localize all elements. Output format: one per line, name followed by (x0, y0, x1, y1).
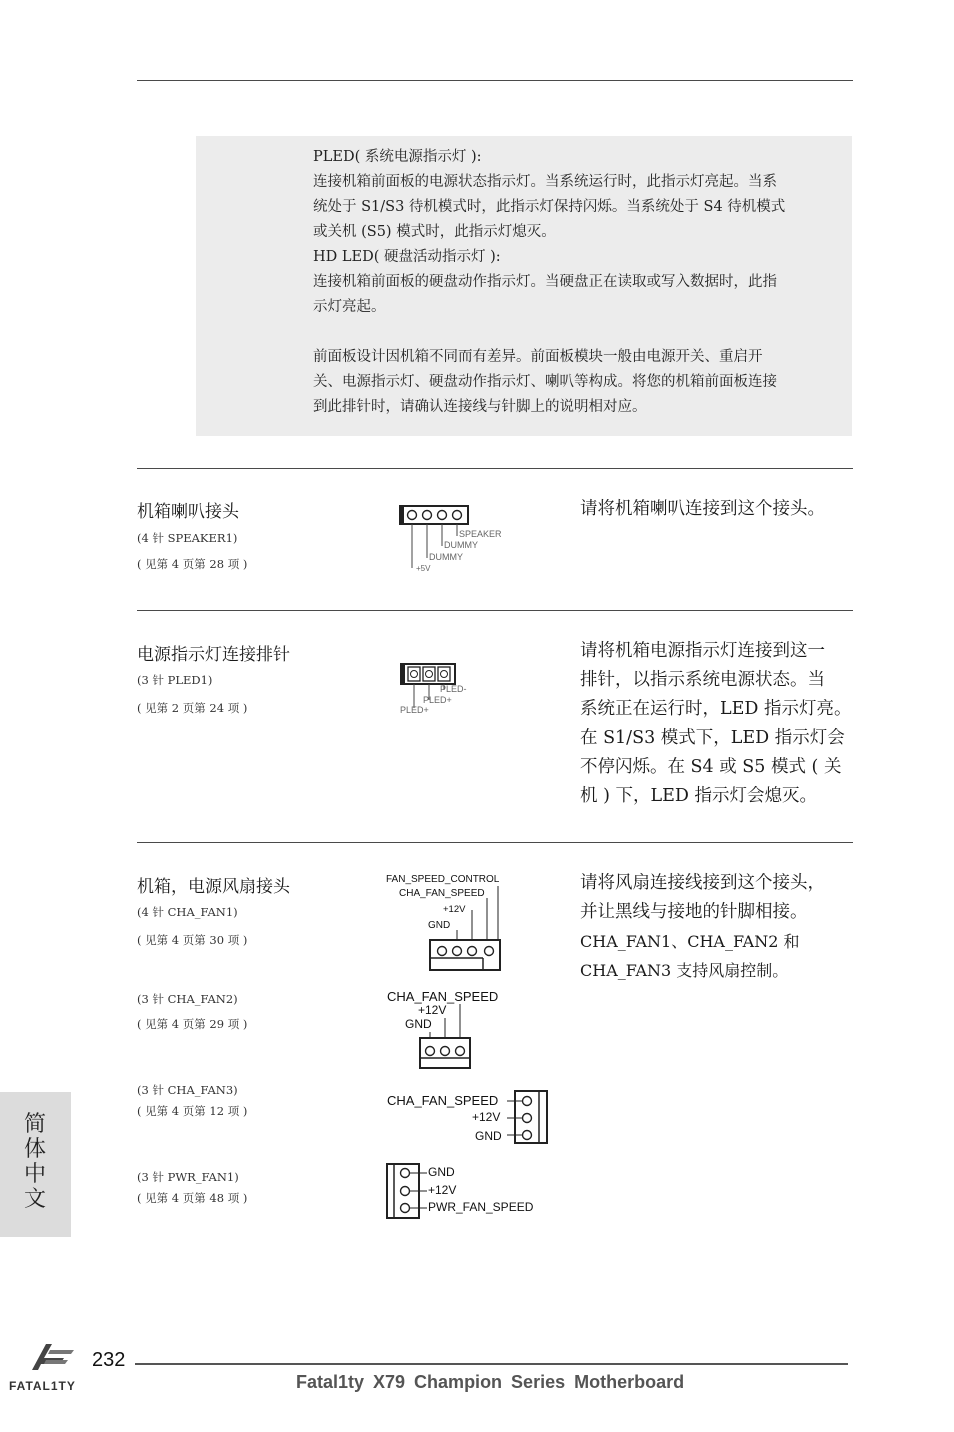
pled-title: 电源指示灯连接排针 (137, 645, 290, 665)
speaker-ref: ( 见第 4 页第 28 项 ) (137, 557, 248, 571)
pled-desc-line: 系统正在运行时，LED 指示灯亮。 (580, 699, 852, 719)
pled-desc-line: 排针，以指示系统电源状态。当 (580, 670, 825, 690)
speaker-label-speaker: SPEAKER (459, 529, 502, 539)
pwr-fan1-header-diagram (383, 1161, 433, 1221)
pled-desc-line: 在 S1/S3 模式下，LED 指示灯会 (580, 728, 845, 748)
fan2-label-12v: +12V (418, 1003, 447, 1017)
section-rule (137, 468, 853, 469)
speaker-label-dummy1: DUMMY (444, 540, 478, 550)
fan3-label-gnd: GND (475, 1129, 502, 1143)
fatal1ty-logo-icon (24, 1340, 80, 1378)
cha-fan1-header-diagram (425, 880, 505, 975)
pwr-label-gnd: GND (428, 1165, 455, 1179)
note-line: 到此排针时，请确认连接线与针脚上的说明相对应。 (313, 399, 647, 415)
footer-title: Fatal1ty X79 Champion Series Motherboard (296, 1372, 685, 1392)
cha-fan2-header-diagram (415, 1000, 475, 1072)
cha-fan2-ref: ( 见第 4 页第 29 项 ) (137, 1017, 248, 1031)
cha-fan3-ref: ( 见第 4 页第 12 项 ) (137, 1104, 248, 1118)
pwr-label-speed: PWR_FAN_SPEED (428, 1200, 534, 1214)
page-number: 232 (92, 1349, 126, 1371)
fan-desc-line: 并让黑线与接地的针脚相接。 (580, 902, 808, 922)
speaker-desc: 请将机箱喇叭连接到这个接头。 (580, 499, 825, 519)
section-rule (137, 610, 853, 611)
fan1-label-speed: CHA_FAN_SPEED (399, 888, 485, 899)
note-line: PLED( 系统电源指示灯 ): (313, 149, 482, 165)
pwr-label-12v: +12V (428, 1183, 457, 1197)
note-line: 示灯亮起。 (313, 299, 386, 315)
pled-label-minus: PLED- (440, 684, 467, 694)
fan2-label-gnd: GND (405, 1017, 432, 1031)
fan-desc-line: CHA_FAN3 支持风扇控制。 (580, 961, 789, 980)
footer-rule (135, 1363, 848, 1365)
note-gap (313, 320, 858, 345)
fan3-label-speed: CHA_FAN_SPEED (387, 1093, 499, 1108)
cha-fan3-pins: (3 针 CHA_FAN3) (137, 1083, 238, 1097)
note-line: 连接机箱前面板的硬盘动作指示灯。当硬盘正在读取或写入数据时，此指 (313, 274, 777, 290)
speaker-label-5v: +5V (416, 564, 431, 573)
pwr-fan1-pins: (3 针 PWR_FAN1) (137, 1170, 239, 1184)
cha-fan3-header-diagram (505, 1088, 555, 1148)
pled-desc-line: 不停闪烁。在 S4 或 S5 模式 ( 关 (580, 757, 842, 777)
cha-fan1-ref: ( 见第 4 页第 30 项 ) (137, 933, 248, 947)
speaker-title: 机箱喇叭接头 (137, 502, 239, 522)
fan1-label-control: FAN_SPEED_CONTROL (386, 874, 500, 885)
note-line: 统处于 S1/S3 待机模式时，此指示灯保持闪烁。当系统处于 S4 待机模式 (313, 199, 786, 215)
pled-ref: ( 见第 2 页第 24 项 ) (137, 701, 248, 715)
cha-fan1-pins: (4 针 CHA_FAN1) (137, 905, 238, 919)
fan2-label-speed: CHA_FAN_SPEED (387, 989, 499, 1004)
note-text (313, 145, 858, 420)
note-line: 或关机 (S5) 模式时，此指示灯熄灭。 (313, 224, 556, 240)
fan-desc-line: 请将风扇连接线接到这个接头， (580, 873, 825, 893)
section-rule (137, 842, 853, 843)
logo-text: FATAL1TY (9, 1379, 76, 1393)
speaker-pins: (4 针 SPEAKER1) (137, 531, 238, 545)
language-side-tab-label: 简体中文 (23, 1112, 46, 1212)
pled-label-plus1: PLED+ (423, 695, 452, 705)
fan-desc (580, 869, 855, 985)
fan3-label-12v: +12V (472, 1110, 501, 1124)
pwr-fan1-ref: ( 见第 4 页第 48 项 ) (137, 1191, 248, 1205)
fan-desc-line: CHA_FAN1、CHA_FAN2 和 (580, 932, 800, 951)
fan1-label-gnd: GND (428, 920, 451, 931)
speaker-label-dummy2: DUMMY (429, 552, 463, 562)
note-line: 前面板设计因机箱不同而有差异。前面板模块一般由电源开关、重启开 (313, 349, 763, 365)
note-line: 连接机箱前面板的电源状态指示灯。当系统运行时，此指示灯亮起。当系 (313, 174, 777, 190)
pled-desc-line: 机 ) 下，LED 指示灯会熄灭。 (580, 786, 817, 806)
pled-pins: (3 针 PLED1) (137, 673, 213, 687)
top-rule (137, 80, 853, 81)
fan-title: 机箱，电源风扇接头 (137, 877, 290, 897)
pled-desc-line: 请将机箱电源指示灯连接到这一 (580, 641, 825, 661)
pled-desc (580, 637, 855, 811)
note-line: 关、电源指示灯、硬盘动作指示灯、喇叭等构成。将您的机箱前面板连接 (313, 374, 777, 390)
pled-label-plus2: PLED+ (400, 705, 429, 715)
note-line: HD LED( 硬盘活动指示灯 ): (313, 249, 501, 265)
fan1-label-12v: +12V (443, 904, 466, 915)
cha-fan2-pins: (3 针 CHA_FAN2) (137, 992, 238, 1006)
